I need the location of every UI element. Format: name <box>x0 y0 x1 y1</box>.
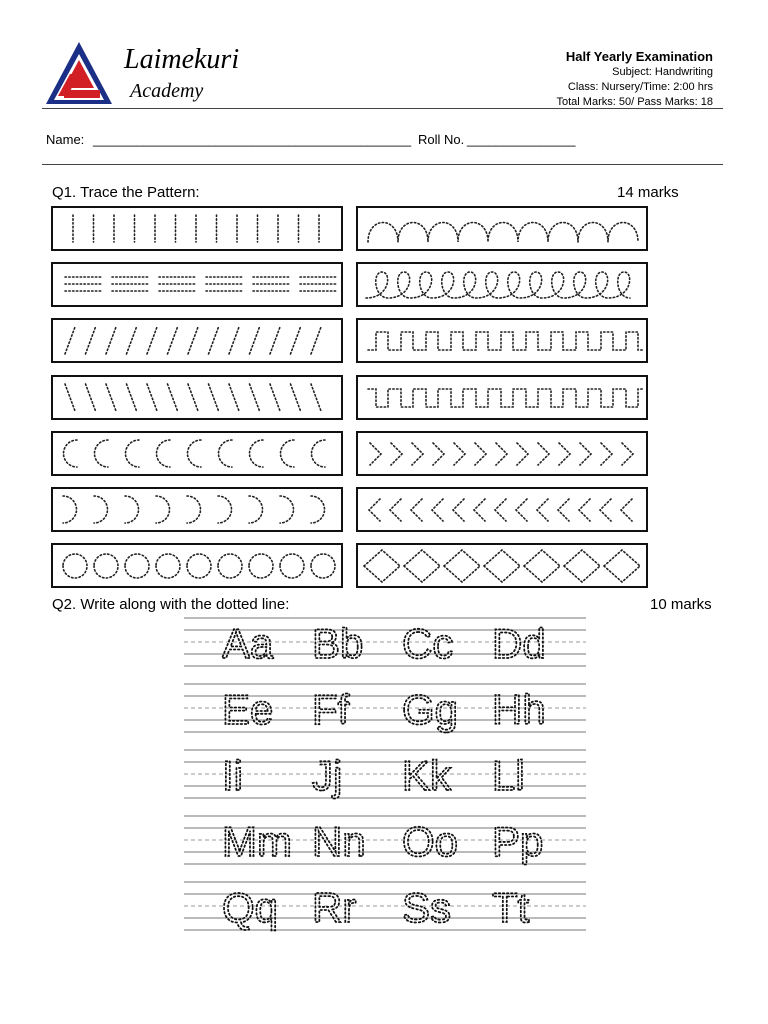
dotted-pattern-path <box>369 499 632 521</box>
dotted-pattern-path <box>368 332 643 350</box>
q2-marks: 10 marks <box>650 596 712 613</box>
name-rule <box>42 164 723 165</box>
horizontal-dashes-pattern <box>53 264 341 305</box>
square-wave-pattern <box>358 320 646 361</box>
tracing-letter-pair[interactable]: Rr <box>312 884 357 931</box>
tracing-letter-pair[interactable]: Oo <box>402 818 459 865</box>
tracing-letter-pair[interactable]: Hh <box>492 686 546 733</box>
exam-marks: Total Marks: 50/ Pass Marks: 18 <box>556 96 713 108</box>
square-wave-down-pattern <box>358 377 646 418</box>
q1-marks: 14 marks <box>617 184 679 201</box>
dotted-pattern-path <box>368 223 638 243</box>
pattern-box-left-4[interactable] <box>51 375 343 420</box>
tracing-letter-pair[interactable]: Ss <box>402 884 452 931</box>
pattern-box-right-3[interactable] <box>356 318 648 363</box>
pattern-box-right-1[interactable] <box>356 206 648 251</box>
tracing-letter-pair[interactable]: Cc <box>402 620 454 667</box>
humps-pattern <box>358 208 646 249</box>
tracing-letter-pair[interactable]: Kk <box>402 752 452 799</box>
writing-row <box>184 618 586 667</box>
writing-row <box>184 882 586 931</box>
roll-field[interactable]: _______________ <box>467 132 576 147</box>
tracing-letter-pair[interactable]: Tt <box>492 884 530 931</box>
tracing-letter-pair[interactable]: Nn <box>312 818 366 865</box>
dotted-pattern-path <box>65 277 336 291</box>
right-arcs-pattern <box>53 489 341 530</box>
dotted-pattern-path <box>370 443 633 465</box>
academy-logo <box>44 40 114 106</box>
loops-pattern <box>358 264 646 305</box>
pattern-box-left-7[interactable] <box>51 543 343 588</box>
header-rule <box>42 108 723 109</box>
dotted-pattern-path <box>63 496 325 523</box>
circles-pattern <box>53 545 341 586</box>
pattern-box-left-5[interactable] <box>51 431 343 476</box>
left-arcs-pattern <box>53 433 341 474</box>
dotted-pattern-path <box>65 384 321 411</box>
tracing-letter-pair[interactable]: Jj <box>312 752 343 799</box>
q1-title: Q1. Trace the Pattern: <box>52 184 200 201</box>
exam-title: Half Yearly Examination <box>565 49 713 64</box>
dotted-pattern-path <box>368 389 643 407</box>
name-label: Name: <box>46 132 85 147</box>
exam-class-time: Class: Nursery/Time: 2:00 hrs <box>567 81 713 93</box>
tracing-letter-pair[interactable]: Bb <box>312 620 364 667</box>
writing-row <box>184 684 586 733</box>
tracing-letter-pair[interactable]: Gg <box>402 686 459 733</box>
q2-title: Q2. Write along with the dotted line: <box>52 596 290 613</box>
tracing-letter-pair[interactable]: Pp <box>492 818 544 865</box>
tracing-letter-pair[interactable]: Ii <box>222 752 243 799</box>
tracing-letter-pair[interactable]: Aa <box>222 620 274 667</box>
forward-slashes-pattern <box>53 320 341 361</box>
exam-info <box>557 48 714 110</box>
dotted-pattern-path <box>64 440 326 467</box>
diamonds-pattern <box>358 545 646 586</box>
vertical-lines-pattern <box>53 208 341 249</box>
writing-row <box>184 816 586 865</box>
tracing-letter-pair[interactable]: Qq <box>222 884 279 931</box>
dotted-pattern-path <box>73 215 319 242</box>
school-subtitle: Academy <box>130 80 204 102</box>
school-name: Laimekuri <box>124 44 240 75</box>
dotted-pattern-path <box>65 327 321 354</box>
pattern-box-right-4[interactable] <box>356 375 648 420</box>
back-slashes-pattern <box>53 377 341 418</box>
writing-row <box>184 750 586 799</box>
right-chevrons-pattern <box>358 433 646 474</box>
pattern-box-right-2[interactable] <box>356 262 648 307</box>
pattern-box-left-1[interactable] <box>51 206 343 251</box>
name-field[interactable]: ____________________________________________ <box>93 132 412 147</box>
tracing-letter-pair[interactable]: Ll <box>492 752 525 799</box>
left-chevrons-pattern <box>358 489 646 530</box>
dotted-pattern-path <box>366 272 630 298</box>
dotted-pattern-path <box>63 554 335 578</box>
tracing-lines <box>180 614 590 944</box>
pattern-box-left-2[interactable] <box>51 262 343 307</box>
pattern-box-right-6[interactable] <box>356 487 648 532</box>
tracing-letter-pair[interactable]: Ff <box>312 686 350 733</box>
roll-label: Roll No. <box>418 132 465 147</box>
pattern-box-left-6[interactable] <box>51 487 343 532</box>
pattern-box-right-5[interactable] <box>356 431 648 476</box>
pattern-box-left-3[interactable] <box>51 318 343 363</box>
tracing-letter-pair[interactable]: Mm <box>222 818 292 865</box>
pattern-box-right-7[interactable] <box>356 543 648 588</box>
tracing-letter-pair[interactable]: Dd <box>492 620 546 667</box>
tracing-letter-pair[interactable]: Ee <box>222 686 274 733</box>
dotted-pattern-path <box>364 550 640 582</box>
exam-subject: Subject: Handwriting <box>612 66 713 78</box>
